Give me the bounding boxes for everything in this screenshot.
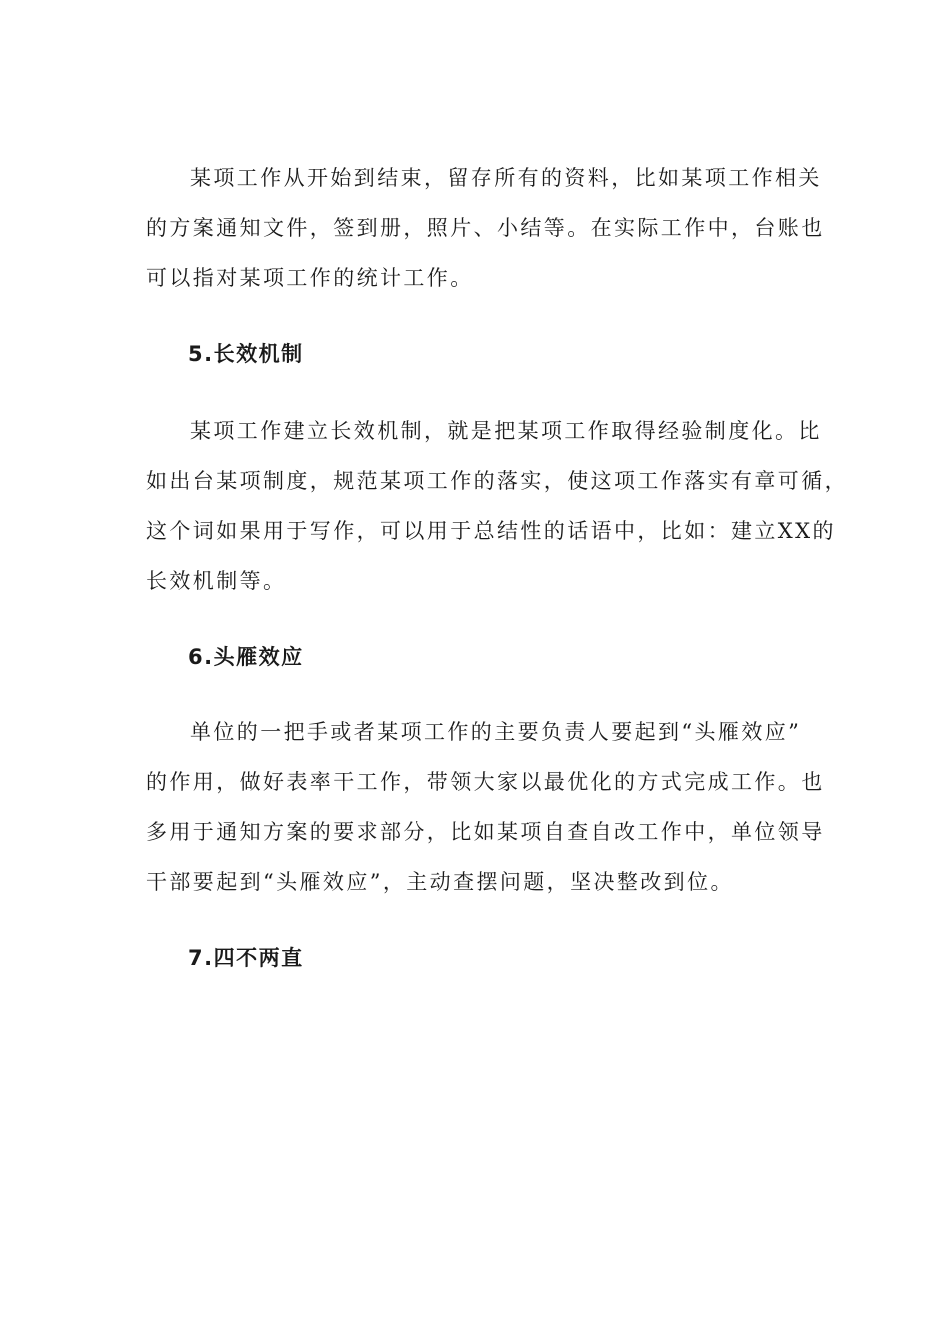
section-heading-7: 7.四不两直: [188, 946, 304, 970]
section-heading-6: 6.头雁效应: [188, 645, 304, 669]
paragraph-line: 单位的一把手或者某项工作的主要负责人要起到“头雁效应”: [190, 720, 802, 744]
paragraph-line: 干部要起到“头雁效应”，主动查摆问题，坚决整改到位。: [146, 870, 734, 894]
paragraph-line: 的作用，做好表率干工作，带领大家以最优化的方式完成工作。也: [146, 770, 825, 794]
paragraph-line: 某项工作从开始到结束，留存所有的资料，比如某项工作相关: [190, 166, 822, 190]
paragraph-line: 某项工作建立长效机制，就是把某项工作取得经验制度化。比: [190, 419, 822, 443]
paragraph-line: 这个词如果用于写作，可以用于总结性的话语中，比如：建立XX的: [146, 519, 836, 543]
paragraph-line: 多用于通知方案的要求部分，比如某项自查自改工作中，单位领导: [146, 820, 825, 844]
paragraph-line: 的方案通知文件，签到册，照片、小结等。在实际工作中，台账也: [146, 216, 825, 240]
paragraph-lead-goose-effect: [146, 707, 825, 907]
paragraph-long-term-mechanism: [146, 406, 848, 606]
paragraph-ledger: [146, 153, 825, 303]
section-heading-5: 5.长效机制: [188, 342, 304, 366]
paragraph-line: 长效机制等。: [146, 569, 287, 593]
paragraph-line: 如出台某项制度，规范某项工作的落实，使这项工作落实有章可循，: [146, 469, 848, 493]
paragraph-line: 可以指对某项工作的统计工作。: [146, 266, 474, 290]
